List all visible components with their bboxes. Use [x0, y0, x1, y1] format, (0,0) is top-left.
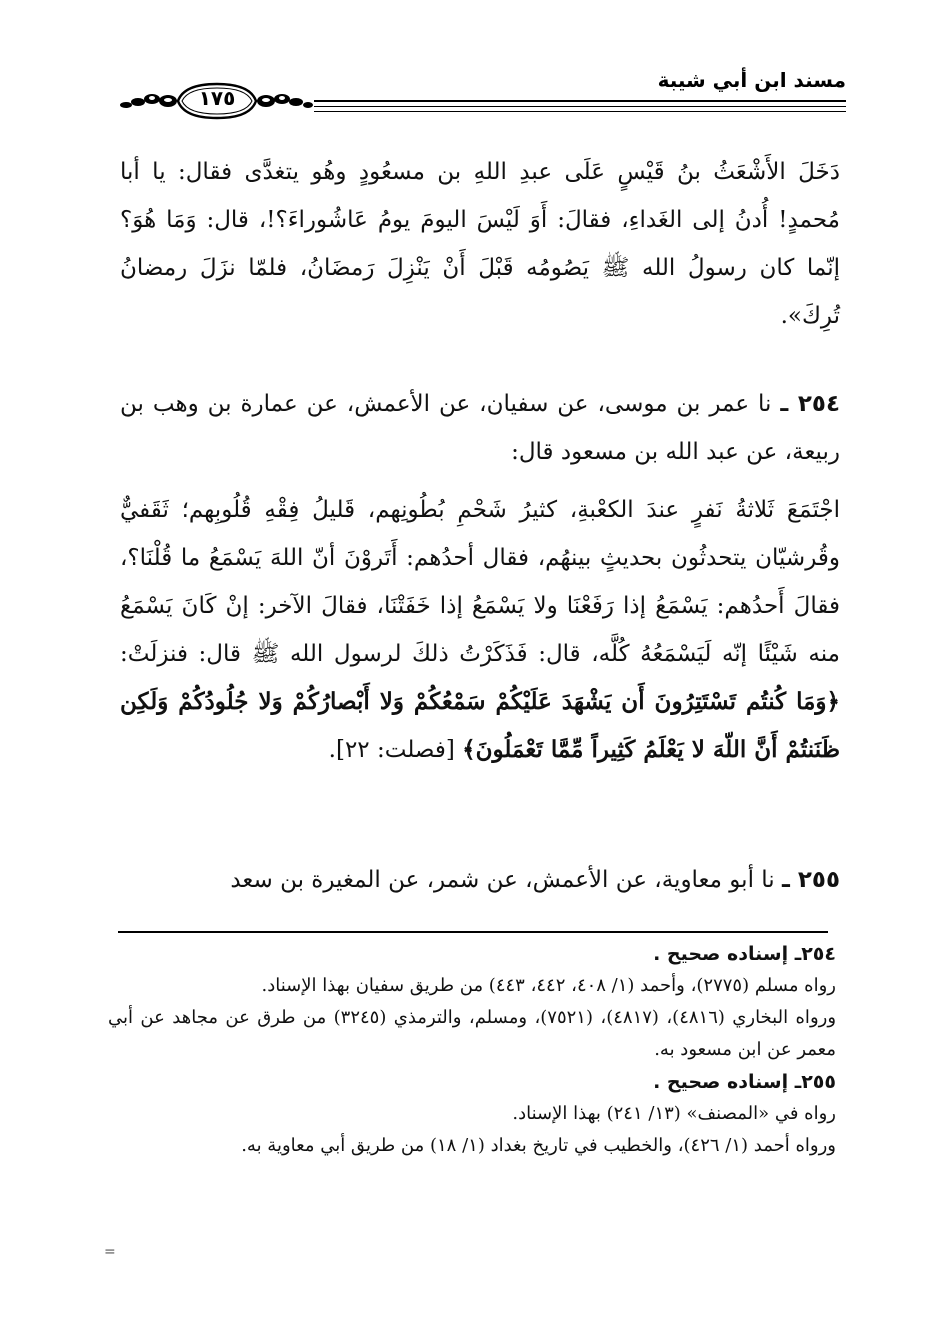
page-header — [118, 60, 846, 124]
footnote-line: ورواه أحمد (١/ ٤٢٦)، والخطيب في تاريخ بغداد (١/ ١٨) من طريق أبي معاوية به. — [241, 1135, 836, 1156]
footnote-heading: ٢٥٤ـ إسناده صحيح . — [653, 943, 836, 965]
header-rule — [314, 100, 846, 102]
hadith-253-text — [120, 148, 840, 340]
hadith-254-text — [120, 486, 840, 774]
paragraph — [120, 856, 840, 904]
isnad-text: نا أبو معاوية، عن الأعمش، عن شمر، عن المغيرة بن سعد — [230, 867, 775, 893]
footnote-line: رواه في «المصنف» (١٣/ ٢٤١) بهذا الإسناد. — [512, 1103, 836, 1124]
book-title: مسند ابن أبي شيبة — [657, 68, 846, 92]
paragraph — [120, 380, 840, 476]
footnotes — [108, 938, 836, 1162]
footnote-line: ورواه البخاري (٤٨١٦)، (٤٨١٧)، (٧٥٢١)، ومسلم، والترمذي (٣٢٤٥) من طرق عن مجاهد عن أبي معمر عن ابن مسعود به. — [108, 1007, 837, 1060]
verse-reference: [فصلت: ٢٢]. — [328, 737, 455, 763]
hadith-254-isnad — [120, 380, 840, 476]
continuation-mark: = — [104, 1244, 116, 1260]
footnote-divider — [118, 931, 828, 933]
hadith-255-isnad — [120, 856, 840, 904]
hadith-number: ٢٥٤ ـ — [780, 391, 841, 417]
page-number: ١٧٥ — [198, 86, 236, 110]
footnote-line: رواه مسلم (٢٧٧٥)، وأحمد (١/ ٤٠٨، ٤٤٢، ٤٤٣) من طريق سفيان بهذا الإسناد. — [261, 975, 836, 996]
paragraph — [120, 486, 840, 774]
isnad-text: نا عمر بن موسى، عن سفيان، عن الأعمش، عن عمارة بن وهب بن ربيعة، عن عبد الله بن مسعود قال: — [120, 391, 840, 465]
footnote-heading: ٢٥٥ـ إسناده صحيح . — [653, 1071, 836, 1093]
paragraph: دَخَلَ الأَشْعَثُ بنُ قَيْسٍ عَلَى عبدِ اللهِ بن مسعُودٍ وهُو يتغدَّى فقال: يا أبا مُحمدٍ! أُدنُ إلى الغَداءِ، فقالَ: أَوَ لَيْسَ اليومَ يومُ عَاشُوراءَ؟!، قال: وَمَا هُوَ؟ إنّما كان رسولُ الله ﷺ يَصُومُه قَبْلَ أَنْ يَنْزِلَ رَمضَانُ، فلمّا نزَلَ رمضانُ تُرِكَ». — [120, 159, 840, 329]
hadith-text: اجْتَمَعَ ثَلاثةُ نَفرٍ عندَ الكعْبةِ، كثيرُ شَحْمِ بُطُونِهم، قَليلُ فِقْهِ قُلُوبِهم؛ ثَقَفيٌّ وقُرشيّان يتحدثُون بحديثٍ بينهُم، فقال أحدُهم: أَتَروْنَ أنّ اللهَ يَسْمَعُ ما قُلْنَا؟، فقالَ أَحدُهم: يَسْمَعُ إذا رَفَعْنَا ولا يَسْمَعُ إذا خَفَتْنَا، فقالَ الآخر: إنْ كَانَ يَسْمَعُ منه شَيْئًا إنّه لَيَسْمَعُهُ كُلَّه، قال: فَذَكَرْتُ ذلكَ لرسول الله ﷺ قال: فنزلَتْ: — [120, 497, 840, 667]
quran-verse: ﴿وَمَا كُنتُم تَسْتَتِرُونَ أَن يَشْهَدَ عَلَيْكُمْ سَمْعُكُمْ وَلا أَبْصارُكُمْ وَلا جُلُودُكُمْ وَلَكِن ظَنَنتُمْ أَنَّ اللّهَ لا يَعْلَمُ كَثِيراً مِّمَّا تَعْمَلُونَ﴾ — [120, 688, 840, 763]
header-rule — [314, 111, 846, 112]
hadith-number: ٢٥٥ ـ — [782, 867, 840, 893]
header-rule — [314, 106, 846, 107]
